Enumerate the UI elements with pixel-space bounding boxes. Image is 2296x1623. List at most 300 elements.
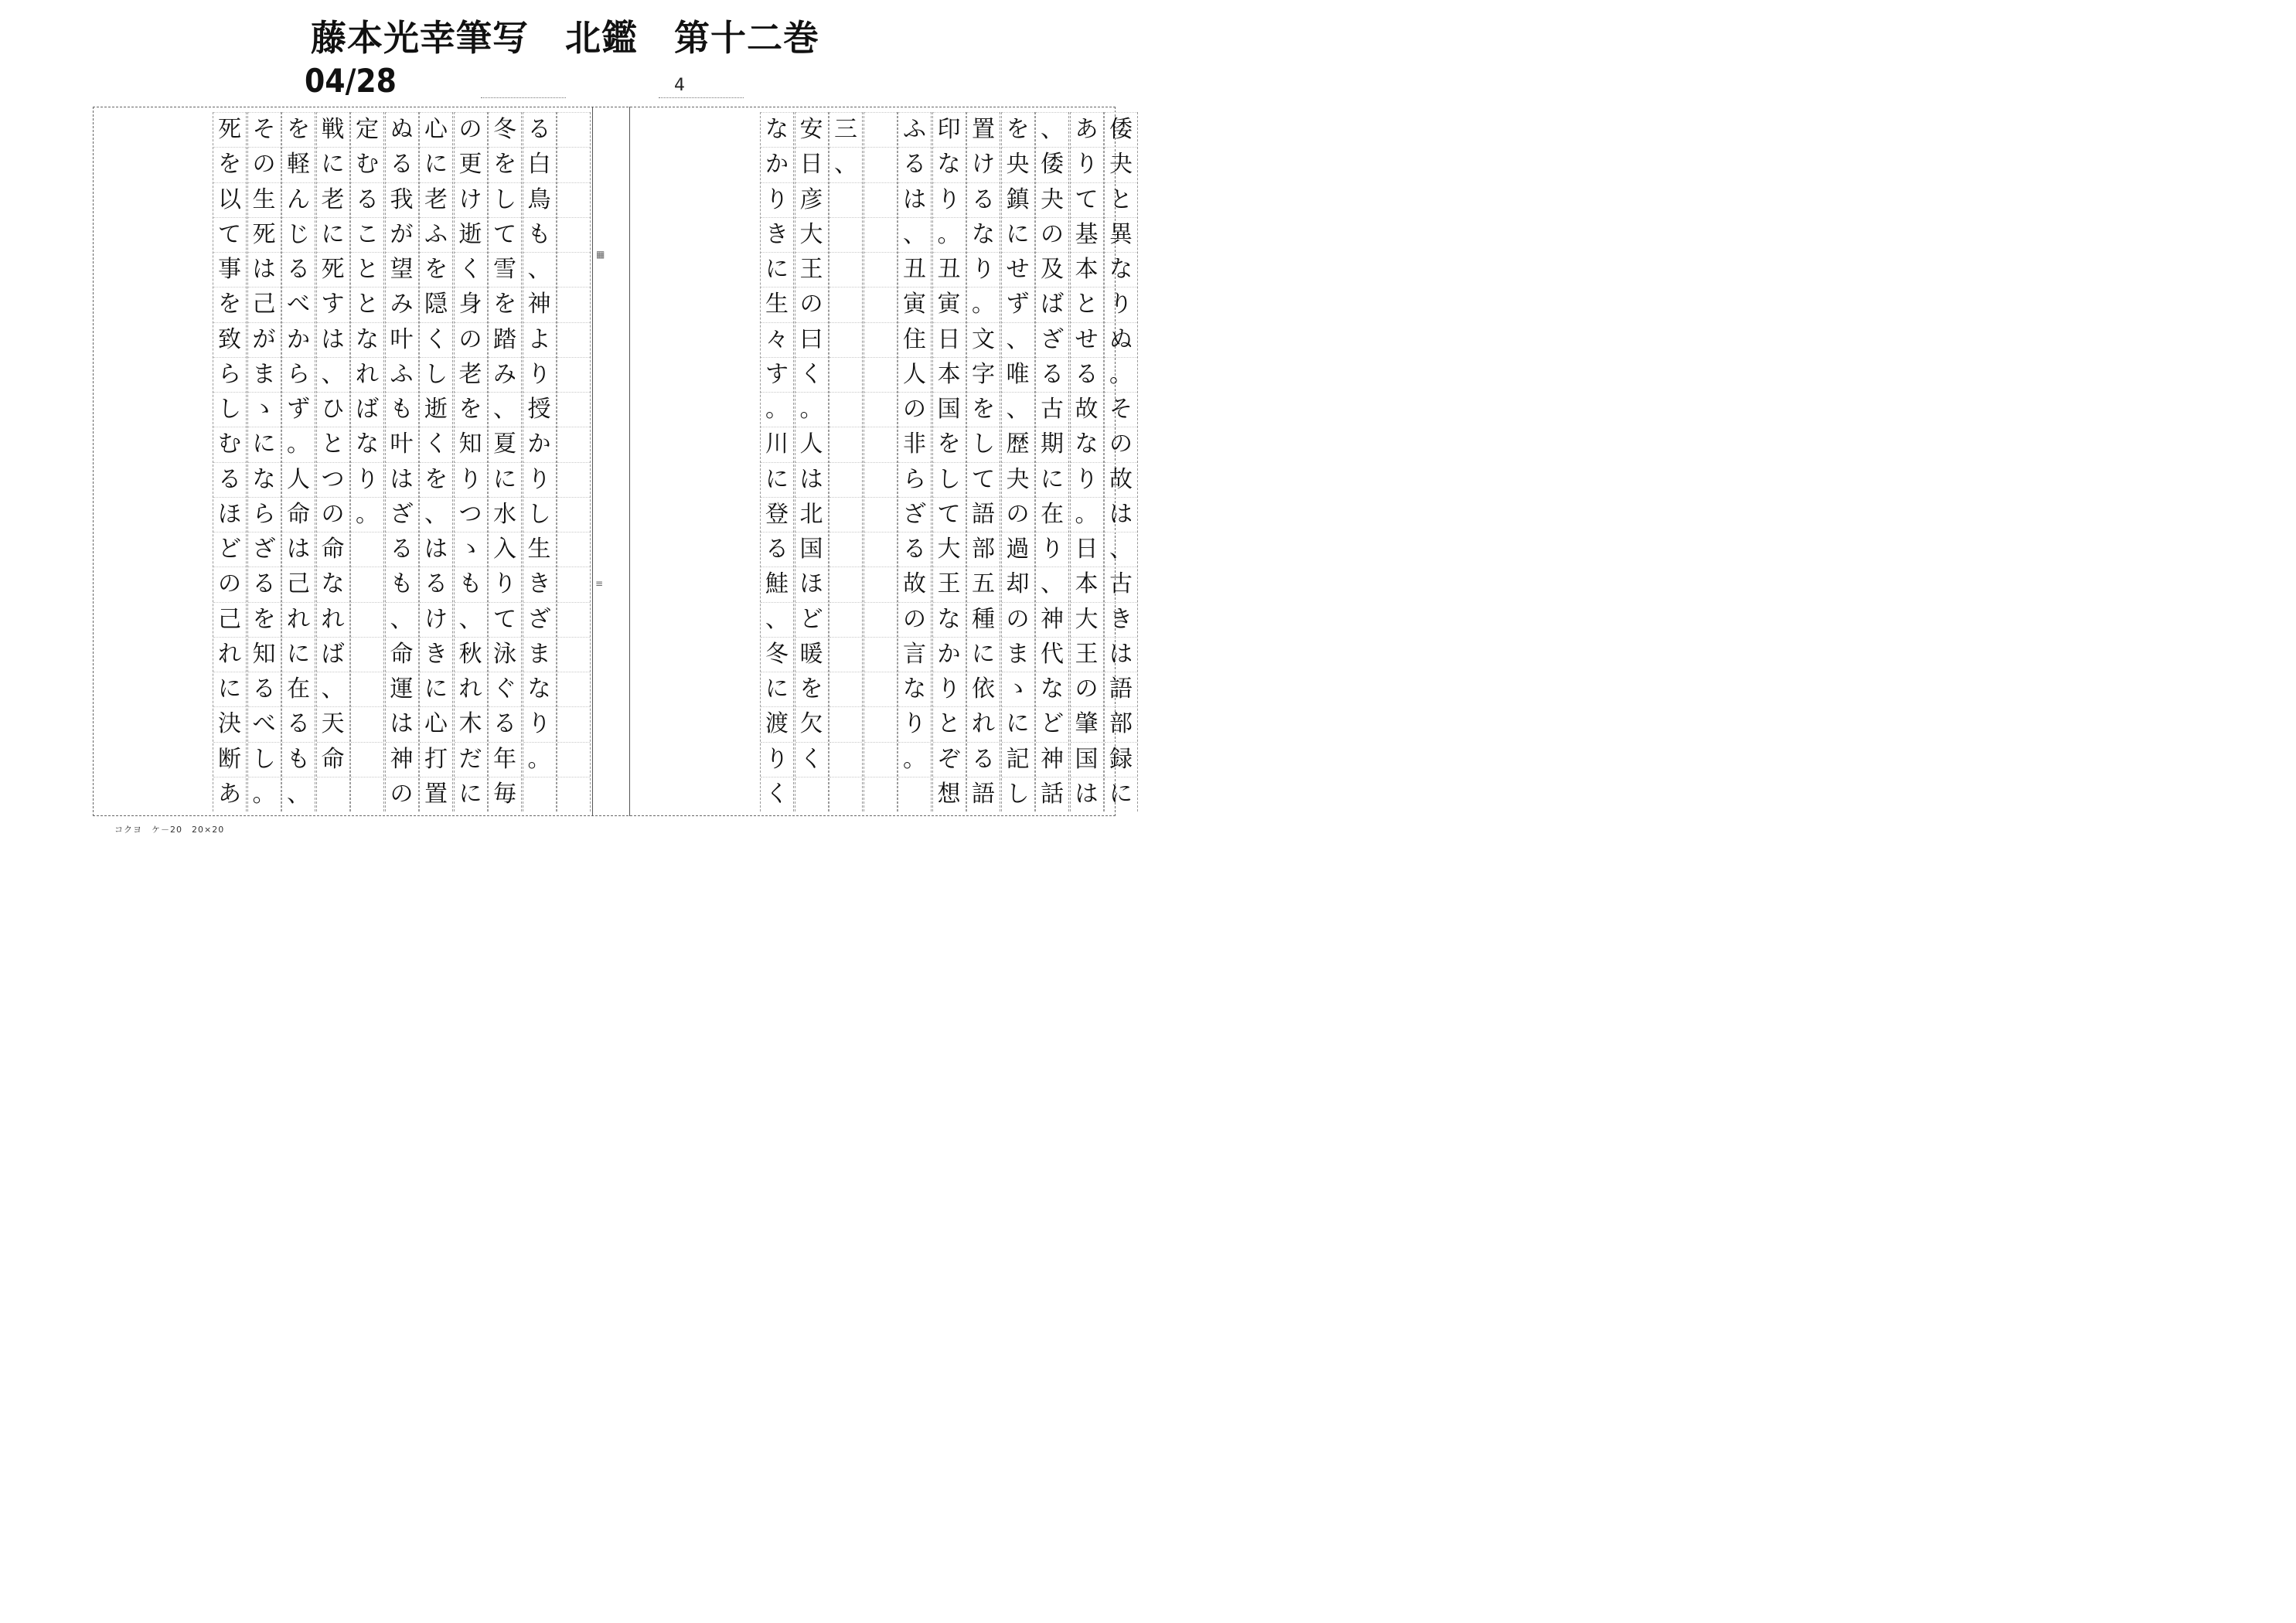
grid-cell: 国 xyxy=(933,392,966,427)
grid-cell: と xyxy=(1105,182,1137,217)
grid-cell xyxy=(864,742,897,777)
grid-cell: そ xyxy=(1105,392,1137,427)
grid-cell: 種 xyxy=(967,602,1000,637)
grid-cell: る xyxy=(1036,357,1068,392)
grid-cell: 故 xyxy=(898,567,931,601)
grid-cell: は xyxy=(248,252,281,287)
document-title: 藤本光幸筆写 北鑑 第十二巻 xyxy=(311,17,819,59)
grid-cell: を xyxy=(213,287,246,322)
grid-cell: 基 xyxy=(1071,217,1103,252)
grid-cell: 神 xyxy=(1036,742,1068,777)
grid-cell: な xyxy=(967,217,1000,252)
grid-cell: に xyxy=(213,672,246,706)
grid-cell xyxy=(557,706,590,741)
grid-cell: に xyxy=(489,462,521,497)
grid-cell: し xyxy=(967,427,1000,461)
grid-cell: ら xyxy=(213,357,246,392)
grid-cell: し xyxy=(1002,777,1034,812)
grid-cell xyxy=(864,147,897,182)
grid-cell: 倭 xyxy=(1036,147,1068,182)
grid-cell: 致 xyxy=(213,322,246,357)
grid-cell: な xyxy=(351,322,383,357)
text-column xyxy=(898,112,932,812)
grid-cell: る xyxy=(248,672,281,706)
grid-cell: け xyxy=(420,602,452,637)
grid-cell: は xyxy=(1105,497,1137,532)
grid-cell: る xyxy=(386,147,418,182)
grid-cell xyxy=(829,287,862,322)
grid-cell: 鮭 xyxy=(761,567,793,601)
grid-cell: ま xyxy=(248,357,281,392)
grid-cell: が xyxy=(386,217,418,252)
grid-cell: の xyxy=(1036,217,1068,252)
grid-cell: ぬ xyxy=(386,112,418,147)
grid-cell: の xyxy=(898,602,931,637)
grid-cell: 生 xyxy=(761,287,793,322)
grid-cell xyxy=(864,706,897,741)
grid-cell: 過 xyxy=(1002,532,1034,567)
grid-cell: 更 xyxy=(455,147,487,182)
grid-cell: ぞ xyxy=(933,742,966,777)
grid-cell: 欠 xyxy=(795,706,828,741)
grid-cell: り xyxy=(933,672,966,706)
grid-cell: く xyxy=(455,252,487,287)
grid-cell: に xyxy=(967,637,1000,672)
grid-cell: 雪 xyxy=(489,252,521,287)
grid-cell: な xyxy=(351,427,383,461)
grid-cell: か xyxy=(523,427,556,461)
grid-cell: か xyxy=(761,147,793,182)
grid-cell: る xyxy=(282,706,315,741)
grid-cell: ば xyxy=(351,392,383,427)
grid-cell: を xyxy=(420,462,452,497)
grid-cell: 身 xyxy=(455,287,487,322)
grid-cell: の xyxy=(248,147,281,182)
grid-cell: 渡 xyxy=(761,706,793,741)
grid-cell: は xyxy=(795,462,828,497)
grid-cell xyxy=(864,602,897,637)
grid-cell: に xyxy=(317,147,349,182)
grid-cell: 古 xyxy=(1036,392,1068,427)
grid-cell: も xyxy=(282,742,315,777)
grid-cell: の xyxy=(1105,427,1137,461)
grid-cell: あ xyxy=(1071,112,1103,147)
grid-cell: け xyxy=(455,182,487,217)
grid-cell: 逝 xyxy=(420,392,452,427)
grid-cell: じ xyxy=(282,217,315,252)
grid-cell: 心 xyxy=(420,706,452,741)
text-column xyxy=(1035,112,1069,812)
header-dotted-line-left xyxy=(481,97,566,98)
grid-cell: 故 xyxy=(1105,462,1137,497)
grid-cell: 置 xyxy=(967,112,1000,147)
grid-cell: な xyxy=(248,462,281,497)
grid-cell: く xyxy=(795,357,828,392)
text-column xyxy=(247,112,281,812)
grid-cell: 逝 xyxy=(455,217,487,252)
grid-cell: れ xyxy=(967,706,1000,741)
grid-cell: す xyxy=(761,357,793,392)
grid-cell: 生 xyxy=(248,182,281,217)
grid-cell xyxy=(351,567,383,601)
grid-cell: な xyxy=(1036,672,1068,706)
grid-cell: 冬 xyxy=(761,637,793,672)
grid-cell: 語 xyxy=(1105,672,1137,706)
grid-cell: を xyxy=(489,287,521,322)
grid-cell: を xyxy=(420,252,452,287)
grid-cell: は xyxy=(420,532,452,567)
grid-cell: 五 xyxy=(967,567,1000,601)
grid-cell: ま xyxy=(523,637,556,672)
grid-cell: だ xyxy=(455,742,487,777)
paper-brand-footer: コクヨ ケ－20 20×20 xyxy=(114,825,225,835)
grid-cell: を xyxy=(489,147,521,182)
grid-cell: り xyxy=(1105,287,1137,322)
grid-cell: り xyxy=(761,182,793,217)
grid-cell: ん xyxy=(282,182,315,217)
grid-cell: 大 xyxy=(933,532,966,567)
grid-cell: 部 xyxy=(967,532,1000,567)
grid-cell: 死 xyxy=(213,112,246,147)
grid-cell: 話 xyxy=(1036,777,1068,812)
grid-cell xyxy=(795,777,828,812)
grid-cell: り xyxy=(489,567,521,601)
grid-cell: ざ xyxy=(523,602,556,637)
grid-cell: 。 xyxy=(795,392,828,427)
grid-cell: 大 xyxy=(1071,602,1103,637)
grid-cell xyxy=(864,322,897,357)
grid-cell: な xyxy=(1105,252,1137,287)
grid-cell: せ xyxy=(1002,252,1034,287)
grid-cell: 寅 xyxy=(933,287,966,322)
grid-cell: り xyxy=(1036,532,1068,567)
grid-cell: 軽 xyxy=(282,147,315,182)
grid-cell: ふ xyxy=(420,217,452,252)
grid-cell: 川 xyxy=(761,427,793,461)
text-column xyxy=(419,112,453,812)
grid-cell xyxy=(864,287,897,322)
grid-cell xyxy=(829,427,862,461)
text-column xyxy=(1070,112,1104,812)
grid-cell: 踏 xyxy=(489,322,521,357)
grid-cell: 己 xyxy=(213,602,246,637)
grid-cell: か xyxy=(282,322,315,357)
grid-cell xyxy=(829,322,862,357)
grid-cell: 想 xyxy=(933,777,966,812)
grid-cell: 、 xyxy=(420,497,452,532)
grid-cell: ざ xyxy=(1036,322,1068,357)
grid-cell: ひ xyxy=(317,392,349,427)
grid-cell: 夬 xyxy=(1105,147,1137,182)
grid-cell: 鎮 xyxy=(1002,182,1034,217)
grid-cell: 歴 xyxy=(1002,427,1034,461)
grid-cell: 人 xyxy=(898,357,931,392)
grid-cell xyxy=(864,532,897,567)
grid-cell: ら xyxy=(282,357,315,392)
grid-cell: り xyxy=(523,462,556,497)
grid-cell: ふ xyxy=(898,112,931,147)
grid-cell: 登 xyxy=(761,497,793,532)
grid-cell: 丑 xyxy=(898,252,931,287)
grid-cell: る xyxy=(967,182,1000,217)
grid-cell xyxy=(864,217,897,252)
grid-cell: 事 xyxy=(213,252,246,287)
grid-cell: り xyxy=(898,706,931,741)
grid-cell: み xyxy=(489,357,521,392)
grid-cell: 死 xyxy=(317,252,349,287)
grid-cell: 、 xyxy=(898,217,931,252)
grid-cell: か xyxy=(933,637,966,672)
grid-cell: を xyxy=(213,147,246,182)
grid-cell: し xyxy=(213,392,246,427)
grid-cell xyxy=(864,112,897,147)
text-column xyxy=(316,112,350,812)
grid-cell: ざ xyxy=(898,497,931,532)
grid-cell: 、 xyxy=(455,602,487,637)
grid-cell: 、 xyxy=(1036,567,1068,601)
grid-cell: 、 xyxy=(829,147,862,182)
grid-cell: も xyxy=(455,567,487,601)
grid-cell xyxy=(557,637,590,672)
grid-cell: 三 xyxy=(829,112,862,147)
grid-cell: 人 xyxy=(282,462,315,497)
grid-cell: 非 xyxy=(898,427,931,461)
grid-cell xyxy=(557,672,590,706)
grid-cell: ぬ xyxy=(1105,322,1137,357)
grid-cell: な xyxy=(523,672,556,706)
grid-cell: ぐ xyxy=(489,672,521,706)
grid-cell xyxy=(829,777,862,812)
grid-cell: 死 xyxy=(248,217,281,252)
grid-cell: 己 xyxy=(282,567,315,601)
grid-cell: は xyxy=(898,182,931,217)
grid-cell: の xyxy=(1071,672,1103,706)
grid-cell: こ xyxy=(351,217,383,252)
grid-cell: 在 xyxy=(1036,497,1068,532)
grid-cell xyxy=(557,392,590,427)
grid-cell xyxy=(864,637,897,672)
grid-cell: て xyxy=(1071,182,1103,217)
grid-cell xyxy=(523,777,556,812)
grid-cell xyxy=(557,777,590,812)
grid-cell: 王 xyxy=(795,252,828,287)
text-column xyxy=(350,112,384,812)
grid-cell: ざ xyxy=(386,497,418,532)
grid-cell: 、 xyxy=(386,602,418,637)
grid-cell: り xyxy=(967,252,1000,287)
grid-cell: れ xyxy=(455,672,487,706)
text-column xyxy=(864,112,898,812)
grid-cell xyxy=(351,742,383,777)
grid-cell: ず xyxy=(282,392,315,427)
grid-cell: 字 xyxy=(967,357,1000,392)
grid-cell: り xyxy=(523,706,556,741)
grid-cell: し xyxy=(523,497,556,532)
grid-cell: し xyxy=(248,742,281,777)
grid-cell: て xyxy=(489,602,521,637)
grid-cell: 。 xyxy=(351,497,383,532)
grid-cell: 在 xyxy=(282,672,315,706)
grid-cell: 語 xyxy=(967,497,1000,532)
grid-cell xyxy=(557,742,590,777)
grid-cell: 、 xyxy=(317,672,349,706)
grid-cell: の xyxy=(898,392,931,427)
grid-cell: な xyxy=(317,567,349,601)
grid-cell xyxy=(557,287,590,322)
grid-cell: む xyxy=(213,427,246,461)
grid-cell: 央 xyxy=(1002,147,1034,182)
grid-cell: 日 xyxy=(933,322,966,357)
grid-cell: の xyxy=(213,567,246,601)
grid-cell: 夬 xyxy=(1002,462,1034,497)
grid-cell xyxy=(557,252,590,287)
grid-cell: 毎 xyxy=(489,777,521,812)
grid-cell: る xyxy=(282,252,315,287)
grid-cell: る xyxy=(523,112,556,147)
grid-cell: る xyxy=(351,182,383,217)
grid-cell: 曰 xyxy=(795,322,828,357)
grid-cell: 授 xyxy=(523,392,556,427)
grid-cell: の xyxy=(455,112,487,147)
grid-cell xyxy=(864,497,897,532)
grid-cell xyxy=(829,706,862,741)
grid-cell: る xyxy=(967,742,1000,777)
grid-cell: 本 xyxy=(933,357,966,392)
grid-cell: を xyxy=(248,602,281,637)
grid-cell: 入 xyxy=(489,532,521,567)
grid-cell: て xyxy=(933,497,966,532)
grid-cell: 命 xyxy=(317,532,349,567)
grid-cell: け xyxy=(967,147,1000,182)
grid-cell: 国 xyxy=(795,532,828,567)
grid-cell: る xyxy=(1071,357,1103,392)
grid-cell: 録 xyxy=(1105,742,1137,777)
grid-cell: 秋 xyxy=(455,637,487,672)
grid-cell: る xyxy=(898,147,931,182)
grid-cell: れ xyxy=(351,357,383,392)
grid-cell xyxy=(557,147,590,182)
text-column xyxy=(523,112,557,812)
grid-cell xyxy=(864,427,897,461)
grid-cell: 、 xyxy=(1036,112,1068,147)
grid-cell: が xyxy=(248,322,281,357)
grid-cell: ど xyxy=(213,532,246,567)
grid-cell: 己 xyxy=(248,287,281,322)
grid-cell xyxy=(557,427,590,461)
grid-cell xyxy=(829,392,862,427)
grid-cell xyxy=(829,462,862,497)
grid-cell: 鳥 xyxy=(523,182,556,217)
grid-cell xyxy=(557,182,590,217)
grid-cell xyxy=(829,532,862,567)
grid-cell: て xyxy=(213,217,246,252)
grid-cell xyxy=(864,182,897,217)
document-date: 04/28 xyxy=(305,62,397,100)
grid-cell: 代 xyxy=(1036,637,1068,672)
grid-cell: つ xyxy=(317,462,349,497)
grid-cell: も xyxy=(523,217,556,252)
grid-cell: 望 xyxy=(386,252,418,287)
grid-cell: を xyxy=(933,427,966,461)
grid-cell: な xyxy=(933,147,966,182)
grid-cell: 運 xyxy=(386,672,418,706)
grid-cell: 定 xyxy=(351,112,383,147)
grid-cell: り xyxy=(761,742,793,777)
grid-cell: 国 xyxy=(1071,742,1103,777)
grid-cell: ほ xyxy=(213,497,246,532)
grid-cell: 古 xyxy=(1105,567,1137,601)
grid-cell: は xyxy=(1105,637,1137,672)
grid-cell: 肇 xyxy=(1071,706,1103,741)
grid-cell: 心 xyxy=(420,112,452,147)
grid-cell xyxy=(557,217,590,252)
grid-cell: の xyxy=(317,497,349,532)
grid-cell: つ xyxy=(455,497,487,532)
grid-cell: の xyxy=(455,322,487,357)
grid-cell xyxy=(864,462,897,497)
grid-cell: 老 xyxy=(455,357,487,392)
grid-cell: ば xyxy=(317,637,349,672)
gutter-stamp-mark: ▦ xyxy=(596,249,605,260)
grid-cell: よ xyxy=(523,322,556,357)
grid-cell: ば xyxy=(1036,287,1068,322)
grid-cell: り xyxy=(455,462,487,497)
grid-cell: 生 xyxy=(523,532,556,567)
grid-cell: 冬 xyxy=(489,112,521,147)
grid-cell: に xyxy=(761,672,793,706)
grid-cell: に xyxy=(1002,217,1034,252)
grid-cell: る xyxy=(248,567,281,601)
grid-cell: 。 xyxy=(761,392,793,427)
grid-cell: も xyxy=(386,567,418,601)
grid-cell: 言 xyxy=(898,637,931,672)
header-dotted-line-right xyxy=(659,97,744,98)
grid-cell: 断 xyxy=(213,742,246,777)
grid-cell: る xyxy=(213,462,246,497)
grid-cell: ほ xyxy=(795,567,828,601)
grid-cell: と xyxy=(933,706,966,741)
grid-cell: り xyxy=(933,182,966,217)
grid-cell xyxy=(829,567,862,601)
grid-cell xyxy=(829,637,862,672)
grid-cell: れ xyxy=(317,602,349,637)
grid-cell: 木 xyxy=(455,706,487,741)
text-column xyxy=(932,112,966,812)
center-gutter-line xyxy=(592,107,593,816)
grid-cell: 北 xyxy=(795,497,828,532)
grid-cell: り xyxy=(1071,147,1103,182)
grid-cell: し xyxy=(933,462,966,497)
gutter-mark: ≡ xyxy=(595,578,604,589)
grid-cell: ど xyxy=(795,602,828,637)
grid-cell: な xyxy=(1071,427,1103,461)
grid-cell: は xyxy=(386,462,418,497)
grid-cell: を xyxy=(795,672,828,706)
grid-cell: る xyxy=(761,532,793,567)
grid-cell: に xyxy=(1036,462,1068,497)
grid-cell: り xyxy=(523,357,556,392)
grid-cell: せ xyxy=(1071,322,1103,357)
text-column xyxy=(454,112,488,812)
grid-cell xyxy=(864,357,897,392)
grid-cell: 老 xyxy=(317,182,349,217)
grid-cell: の xyxy=(1002,602,1034,637)
grid-cell: る xyxy=(489,706,521,741)
grid-cell: 部 xyxy=(1105,706,1137,741)
grid-cell: 本 xyxy=(1071,252,1103,287)
grid-cell: く xyxy=(420,427,452,461)
grid-cell xyxy=(898,777,931,812)
